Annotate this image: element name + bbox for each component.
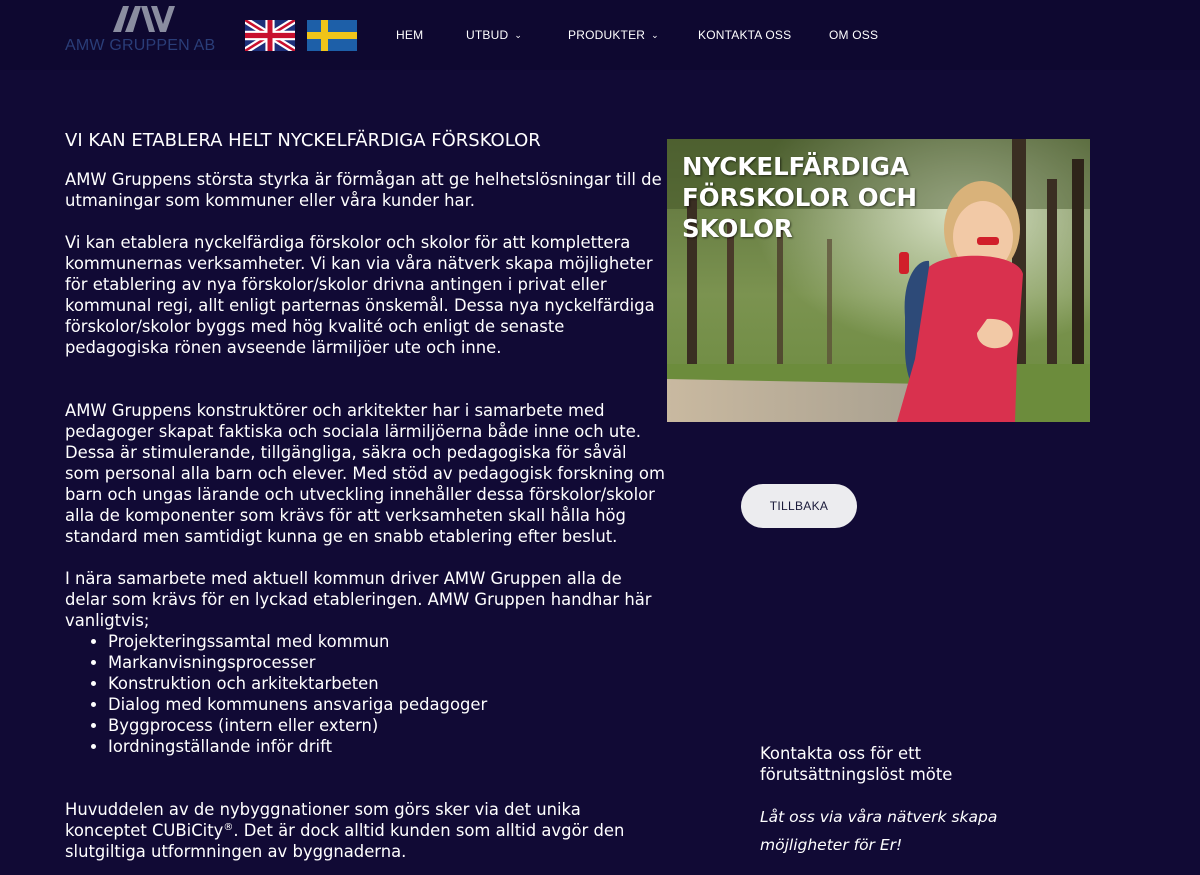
swedish-flag-icon[interactable] [307,20,357,51]
nav-item-produkter[interactable] [568,28,659,42]
paragraph-intro: AMW Gruppens största styrka är förmågan att ge helhetslösningar till de utmaningar som kommuner eller våra kunder har. [65,170,662,210]
main-content [65,169,665,862]
list-item: • Iordningställande inför drift [108,736,665,757]
paragraph-konstruktorer: AMW Gruppens konstruktörer och arkitekter har i samarbete med pedagoger skapat faktiska och sociala lärmiljöerna både inne och ute. Dessa är stimulerande, tillgängliga, säkra och pedagogiska för såväl som personal alla barn och elever. Med stöd av pedagogisk forskning om barn och ungas lärande och utveckling innehåller dessa förskolor/skolor alla de komponenter som krävs för att verksamheten skall hålla hög standard men samtidigt kunna ge en snabb etablering efter beslut. [65,401,665,546]
services-list [65,631,665,757]
contact-heading: Kontakta oss för ett förutsättningslöst möte [760,744,953,784]
nav-item-hem[interactable] [396,28,423,42]
cubicity-text-end: . Det är dock alltid kunden som alltid avgör den slutgiltiga utformningen av byggnaderna. [65,821,625,861]
nav-item-kontakta-oss[interactable] [698,28,791,42]
list-item: • Konstruktion och arkitektarbeten [108,673,665,694]
paragraph-samarbete: I nära samarbete med aktuell kommun driver AMW Gruppen alla de delar som krävs för en lyckad etableringen. AMW Gruppen handhar här vanligtvis; [65,569,652,630]
list-item: • Markanvisningsprocesser [108,652,665,673]
contact-subtext: Låt oss via våra nätverk skapa möjligheter för Er! [760,808,998,854]
list-item: • Dialog med kommunens ansvariga pedagoger [108,694,665,715]
nav-label: PRODUKTER [568,28,646,42]
logo[interactable] [65,6,225,56]
logo-text: AMW GRUPPEN AB [65,37,216,54]
nav-label: OM OSS [829,28,879,42]
list-item: • Projekteringssamtal med kommun [108,631,665,652]
nav-item-utbud[interactable] [466,28,522,42]
registered-mark: ® [223,822,234,833]
cubicity-text: Huvuddelen av de nybyggnationer som görs sker via det unika konceptet CUBiCity [65,800,581,840]
paragraph-etablering: Vi kan etablera nyckelfärdiga förskolor och skolor för att komplettera kommunernas verksamheter. Vi kan via våra nätverk skapa möjligheter för etablering av nya förskolor/skolor drivna antingen i privat eller kommunal regi, allt enligt parternas önskemål. Dessa nya nyckelfärdiga förskolor/skolor byggs med hög kvalité och enligt de senaste pedagogiska rönen avseende lärmiljöer ute och inne. [65,233,655,357]
page-title: VI KAN ETABLERA HELT NYCKELFÄRDIGA FÖRSKOLOR [65,130,541,151]
hero-title: NYCKELFÄRDIGA FÖRSKOLOR OCH SKOLOR [682,152,918,243]
hero-image [667,139,1090,422]
nav-label: KONTAKTA OSS [698,28,792,42]
back-button[interactable]: TILLBAKA [741,484,857,528]
nav-label: HEM [396,28,424,42]
english-flag-icon[interactable] [245,20,295,51]
chevron-down-icon: ⌄ [514,30,523,40]
paragraph-cubicity [65,799,665,862]
nav-item-om-oss[interactable] [829,28,878,42]
nav-label: UTBUD [466,28,509,42]
logo-mark-icon [113,6,177,32]
list-item: • Byggprocess (intern eller extern) [108,715,665,736]
chevron-down-icon: ⌄ [651,30,659,40]
site-header [0,0,1200,70]
